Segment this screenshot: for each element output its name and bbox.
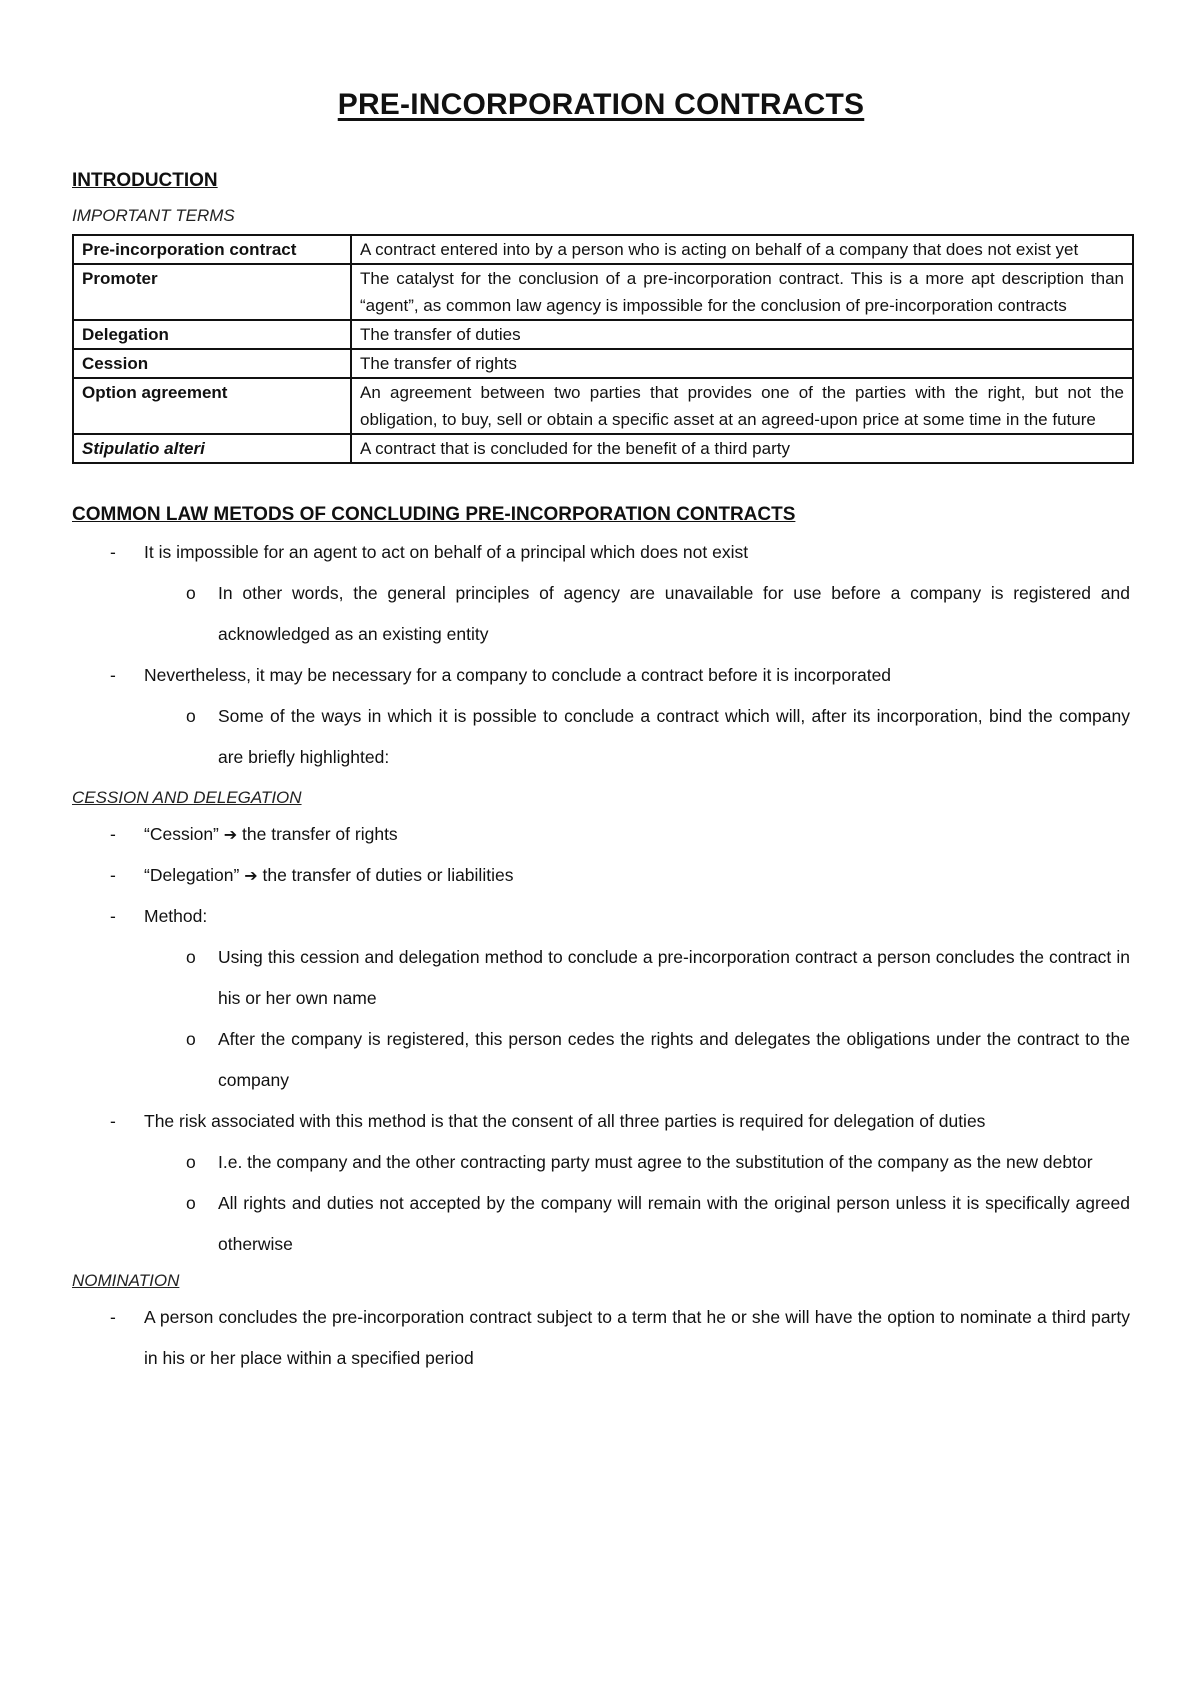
table-row (73, 434, 1133, 463)
common-law-heading: COMMON LAW METODS OF CONCLUDING PRE-INCORPORATION CONTRACTS (72, 504, 796, 525)
sub-list-item (72, 696, 1130, 778)
list-item-text: Nevertheless, it may be necessary for a company to conclude a contract before it is incorporated (144, 665, 892, 685)
sub-list-item-text: After the company is registered, this person cedes the rights and delegates the obligations under the contract to the company (218, 1029, 1130, 1090)
sub-list-item-text: Using this cession and delegation method to conclude a pre-incorporation contract a person concludes the contract in his or her own name (218, 947, 1130, 1008)
arrow-right-icon: ➔ (244, 866, 258, 885)
dash-bullet: - (110, 824, 116, 844)
definition-cell: The transfer of rights (351, 349, 1133, 378)
method-label: Method: (144, 906, 208, 926)
sub-list (144, 1142, 1130, 1265)
list-item (72, 1297, 1130, 1379)
arrow-right-icon: ➔ (223, 825, 238, 844)
list-item (72, 655, 1130, 778)
dash-bullet: - (110, 1111, 116, 1131)
definition-cell: The catalyst for the conclusion of a pre-incorporation contract. This is a more apt description than “agent”, as common law agency is impossible for the conclusion of pre-incorporation contracts (351, 264, 1133, 320)
important-terms-heading: IMPORTANT TERMS (72, 206, 235, 225)
sub-list (144, 937, 1130, 1101)
sub-list-item (72, 573, 1130, 655)
circle-bullet: o (186, 1152, 196, 1172)
term-cell: Cession (73, 349, 351, 378)
list-item-text: A person concludes the pre-incorporation contract subject to a term that he or she will have the option to nominate a third party in his or her place within a specified period (144, 1307, 1130, 1368)
sub-list-item (72, 1019, 1130, 1101)
table-row (73, 235, 1133, 264)
sub-list-item-text: Some of the ways in which it is possible to conclude a contract which will, after its incorporation, bind the company are briefly highlighted: (218, 706, 1130, 767)
cession-label: “Cession” (144, 824, 219, 844)
delegation-text: the transfer of duties or liabilities (262, 865, 514, 885)
cession-delegation-list (72, 814, 1130, 1265)
sub-list-item (72, 937, 1130, 1019)
sub-list (144, 573, 1130, 655)
list-item (72, 855, 1130, 896)
document-page (72, 88, 1130, 1379)
delegation-label: “Delegation” (144, 865, 240, 885)
nomination-list (72, 1297, 1130, 1379)
definition-cell: A contract that is concluded for the benefit of a third party (351, 434, 1133, 463)
circle-bullet: o (186, 1193, 196, 1213)
list-item (72, 814, 1130, 855)
sub-list-item-text: All rights and duties not accepted by the company will remain with the original person unless it is specifically agreed otherwise (218, 1193, 1130, 1254)
circle-bullet: o (186, 583, 196, 603)
risk-text: The risk associated with this method is that the consent of all three parties is required for delegation of duties (144, 1111, 986, 1131)
dash-bullet: - (110, 865, 116, 885)
definition-cell: The transfer of duties (351, 320, 1133, 349)
nomination-heading: NOMINATION (72, 1271, 180, 1290)
term-cell: Pre-incorporation contract (73, 235, 351, 264)
term-cell: Option agreement (73, 378, 351, 434)
important-terms-table (72, 234, 1134, 464)
sub-list-item-text: In other words, the general principles of agency are unavailable for use before a company is registered and acknowledged as an existing entity (218, 583, 1130, 644)
definition-cell: A contract entered into by a person who is acting on behalf of a company that does not exist yet (351, 235, 1133, 264)
table-row (73, 378, 1133, 434)
list-item-text: It is impossible for an agent to act on behalf of a principal which does not exist (144, 542, 749, 562)
term-cell: Delegation (73, 320, 351, 349)
cession-delegation-heading: CESSION AND DELEGATION (72, 788, 302, 807)
cession-text: the transfer of rights (242, 824, 398, 844)
circle-bullet: o (186, 947, 196, 967)
dash-bullet: - (110, 542, 116, 562)
dash-bullet: - (110, 906, 116, 926)
list-item (72, 532, 1130, 655)
term-cell: Stipulatio alteri (73, 434, 351, 463)
table-row (73, 320, 1133, 349)
circle-bullet: o (186, 1029, 196, 1049)
introduction-heading: INTRODUCTION (72, 170, 218, 191)
dash-bullet: - (110, 665, 116, 685)
list-item (72, 1101, 1130, 1265)
table-row (73, 264, 1133, 320)
table-row (73, 349, 1133, 378)
sub-list-item (72, 1142, 1130, 1183)
dash-bullet: - (110, 1307, 116, 1327)
term-cell: Promoter (73, 264, 351, 320)
sub-list-item (72, 1183, 1130, 1265)
definition-cell: An agreement between two parties that provides one of the parties with the right, but not the obligation, to buy, sell or obtain a specific asset at an agreed-upon price at some time in the future (351, 378, 1133, 434)
sub-list (144, 696, 1130, 778)
common-law-list (72, 532, 1130, 778)
sub-list-item-text: I.e. the company and the other contracting party must agree to the substitution of the company as the new debtor (218, 1152, 1093, 1172)
page-title: PRE-INCORPORATION CONTRACTS (337, 88, 865, 121)
circle-bullet: o (186, 706, 196, 726)
list-item (72, 896, 1130, 1101)
